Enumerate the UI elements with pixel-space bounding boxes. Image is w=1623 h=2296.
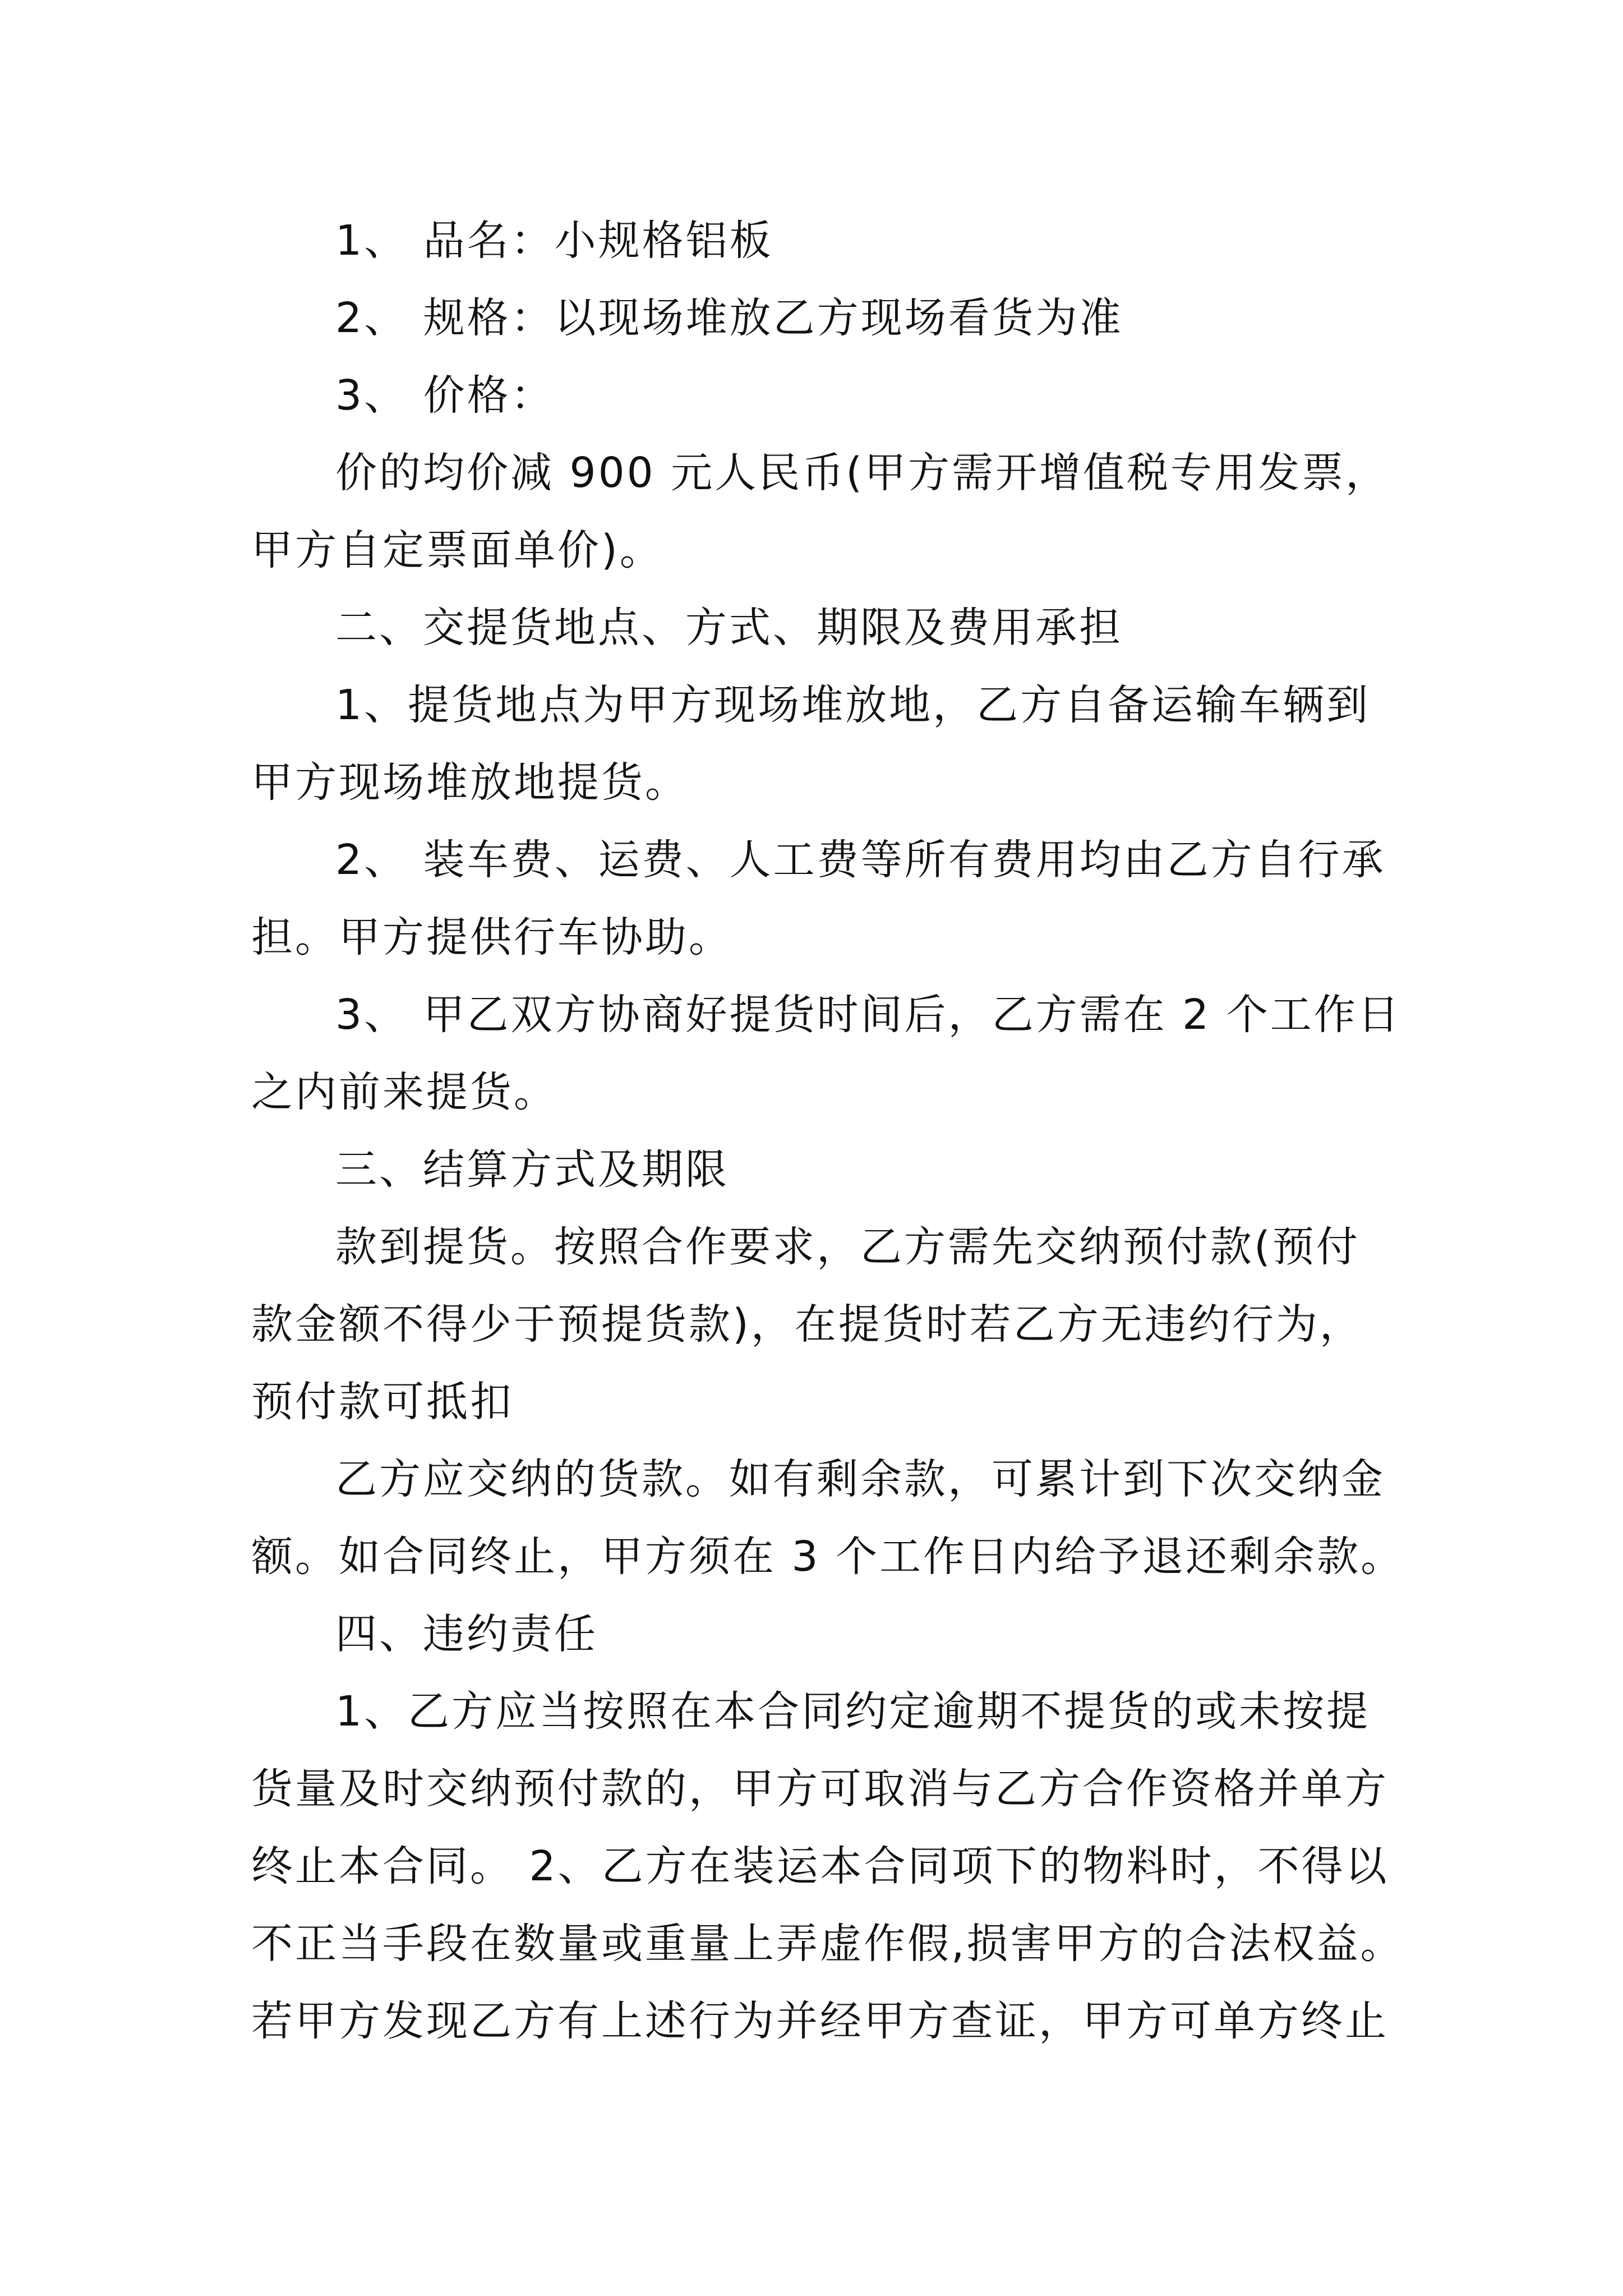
text-line: 款到提货。按照合作要求，乙方需先交纳预付款(预付	[335, 1223, 1360, 1271]
text-line: 甲方现场堆放地提货。	[251, 758, 689, 807]
text-line: 1、乙方应当按照在本合同约定逾期不提货的或未按提	[335, 1687, 1371, 1736]
document-body	[251, 202, 1405, 2060]
text-line: 款金额不得少于预提货款)，在提货时若乙方无违约行为，	[251, 1300, 1363, 1349]
text-line: 货量及时交纳预付款的，甲方可取消与乙方合作资格并单方	[251, 1765, 1389, 1813]
section-heading: 四、违约责任	[335, 1610, 598, 1658]
text-line: 价的均价减 900 元人民币(甲方需开增值税专用发票，	[335, 449, 1390, 497]
text-line: 甲方自定票面单价)。	[251, 526, 663, 574]
text-line: 2、 装车费、运费、人工费等所有费用均由乙方自行承	[335, 836, 1386, 884]
text-line: 3、 甲乙双方协商好提货时间后，乙方需在 2 个工作日	[335, 991, 1401, 1039]
text-line: 1、提货地点为甲方现场堆放地，乙方自备运输车辆到	[335, 681, 1371, 729]
text-line: 不正当手段在数量或重量上弄虚作假,损害甲方的合法权益。	[251, 1920, 1404, 1968]
text-line: 预付款可抵扣	[251, 1378, 514, 1426]
text-line: 1、 品名：小规格铝板	[335, 217, 773, 265]
section-heading: 二、交提货地点、方式、期限及费用承担	[335, 604, 1123, 652]
text-line: 终止本合同。 2、乙方在装运本合同项下的物料时，不得以	[251, 1842, 1389, 1890]
text-line: 乙方应交纳的货款。如有剩余款，可累计到下次交纳金	[335, 1455, 1385, 1503]
text-line: 之内前来提货。	[251, 1068, 557, 1116]
text-line: 担。甲方提供行车协助。	[251, 913, 732, 961]
text-line: 3、 价格：	[335, 371, 555, 420]
text-line: 2、 规格：以现场堆放乙方现场看货为准	[335, 294, 1123, 342]
text-line: 若甲方发现乙方有上述行为并经甲方查证，甲方可单方终止	[251, 1997, 1389, 2045]
text-line: 额。如合同终止，甲方须在 3 个工作日内给予退还剩余款。	[251, 1533, 1405, 1581]
section-heading: 三、结算方式及期限	[335, 1145, 729, 1194]
